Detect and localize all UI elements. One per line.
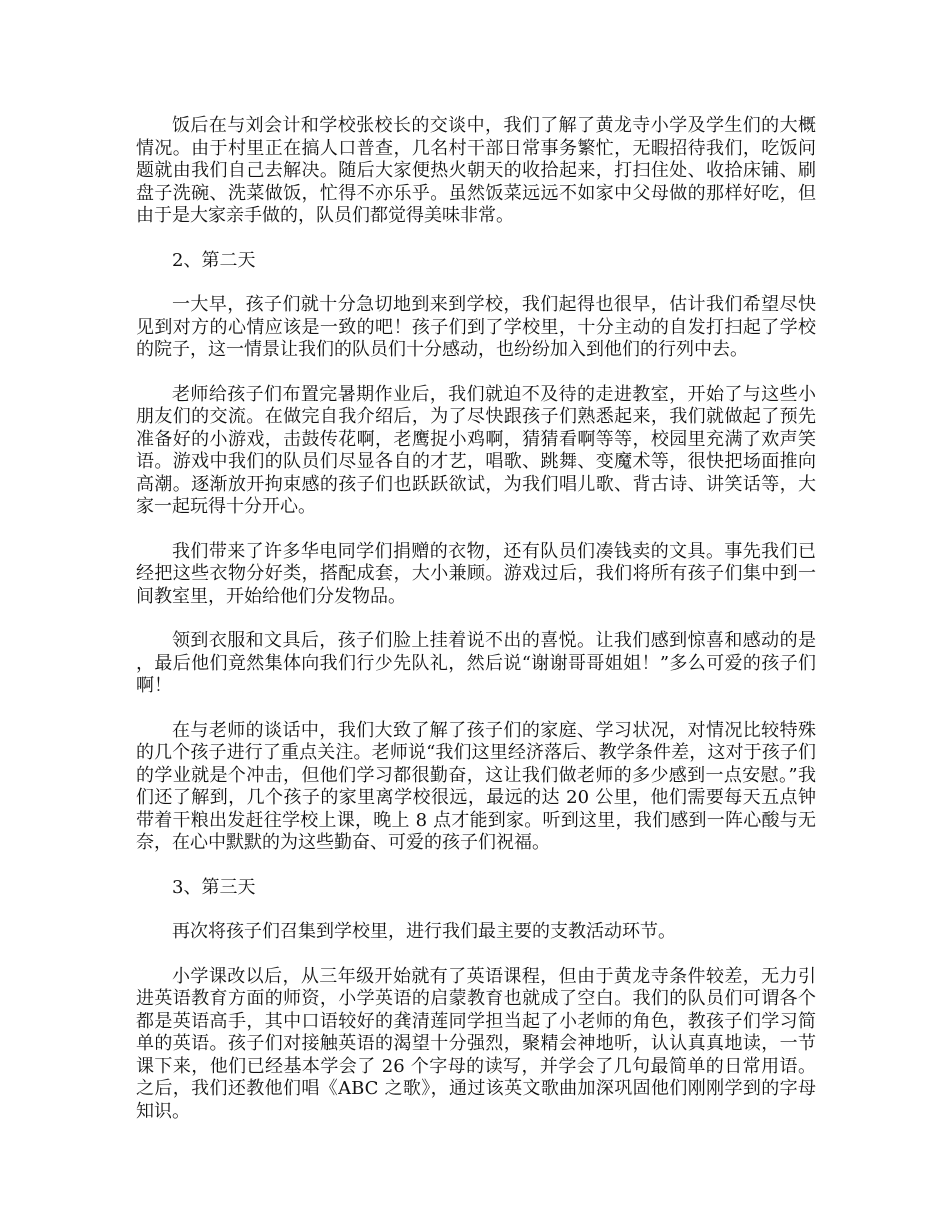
paragraph-dinner-conversation: 饭后在与刘会计和学校张校长的交谈中，我们了解了黄龙寺小学及学生们的大概情况。由于村里正在搞人口普查，几名村干部日常事务繁忙，无暇招待我们，吃饭问题就由我们自己去解决。随后大家便热火朝天的收拾起来，打扫住处、收拾床铺、刷盘子洗碗、洗菜做饭，忙得不亦乐乎。虽然饭菜远远不如家中父母做的那样好吃，但由于是大家亲手做的，队员们都觉得美味非常。 — [136, 115, 816, 226]
paragraph-teacher-talk: 在与老师的谈话中，我们大致了解了孩子们的家庭、学习状况，对情况比较特殊的几个孩子进行了重点关注。老师说“我们这里经济落后、教学条件差，这对于孩子们的学业就是个冲击，但他们学习都很勤奋，这让我们做老师的多少感到一点安慰。”我们还了解到，几个孩子的家里离学校很远，最远的达 20 公里，他们需要每天五点钟带着干粮出发赶往学校上课，晚上 8 点才能到家。听到这里，我们感到一阵心酸与无奈，在心中默默的为这些勤奋、可爱的孩子们祝福。 — [136, 719, 816, 853]
section-heading-day-two: 2、第二天 — [172, 249, 256, 271]
paragraph-english-lesson: 小学课改以后，从三年级开始就有了英语课程，但由于黄龙寺条件较差，无力引进英语教育方面的师资，小学英语的启蒙教育也就成了空白。我们的队员们可谓各个都是英语高手，其中口语较好的龚清莲同学担当起了小老师的角色，教孩子们学习简单的英语。孩子们对接触英语的渴望十分强烈，聚精会神地听，认认真真地读，一节课下来，他们已经基本学会了 26 个字母的读写，并学会了几句最简单的日常用语。之后，我们还教他们唱《ABC 之歌》，通过该英文歌曲加深巩固他们刚刚学到的字母知识。 — [136, 965, 816, 1122]
paragraph-donations: 我们带来了许多华电同学们捐赠的衣物，还有队员们凑钱卖的文具。事先我们已经把这些衣物分好类，搭配成套，大小兼顾。游戏过后，我们将所有孩子们集中到一间教室里，开始给他们分发物品。 — [136, 540, 816, 607]
section-heading-day-three: 3、第三天 — [172, 876, 256, 898]
paragraph-gathering: 再次将孩子们召集到学校里，进行我们最主要的支教活动环节。 — [172, 921, 676, 942]
paragraph-early-morning: 一大早，孩子们就十分急切地到来到学校，我们起得也很早，估计我们希望尽快见到对方的心情应该是一致的吧！孩子们到了学校里，十分主动的自发打扫起了学校的院子，这一情景让我们的队员们十分感动，也纷纷加入到他们的行列中去。 — [136, 294, 816, 360]
document-page — [136, 115, 816, 1145]
paragraph-games-exchange: 老师给孩子们布置完暑期作业后，我们就迫不及待的走进教室，开始了与这些小朋友们的交流。在做完自我介绍后，为了尽快跟孩子们熟悉起来，我们就做起了预先准备好的小游戏，击鼓传花啊，老鹰捉小鸡啊，猜猜看啊等等，校园里充满了欢声笑语。游戏中我们的队员们尽显各自的才艺，唱歌、跳舞、变魔术等，很快把场面推向高潮。逐渐放开拘束感的孩子们也跃跃欲试，为我们唱儿歌、背古诗、讲笑话等，大家一起玩得十分开心。 — [136, 383, 816, 517]
paragraph-gifts-received: 领到衣服和文具后，孩子们脸上挂着说不出的喜悦。让我们感到惊喜和感动的是，最后他们竟然集体向我们行少先队礼，然后说“谢谢哥哥姐姐！”多么可爱的孩子们啊！ — [136, 630, 816, 696]
